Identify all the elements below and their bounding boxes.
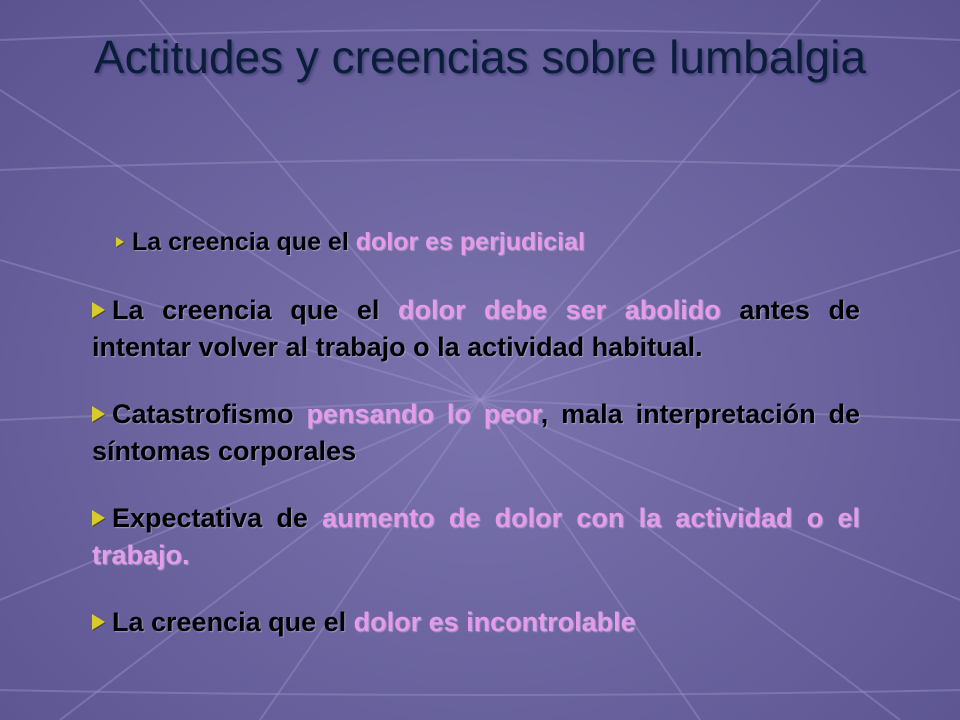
bullet-item: La creencia que el dolor es incontrolable <box>92 604 860 641</box>
bullet-item: La creencia que el dolor debe ser abolido antes de intentar volver al trabajo o la actividad habitual. <box>92 295 860 362</box>
arrow-bullet-icon <box>92 614 105 630</box>
bullet-item: La creencia que el dolor es perjudicial <box>92 224 860 261</box>
arrow-bullet-icon <box>116 237 124 247</box>
slide-title: Actitudes y creencias sobre lumbalgia <box>93 31 867 83</box>
arrow-bullet-icon <box>92 406 105 422</box>
arrow-bullet-icon <box>92 510 105 526</box>
arrow-bullet-icon <box>92 302 105 318</box>
bullet-item: Catastrofismo pensando lo peor, mala interpretación de síntomas corporales <box>92 399 861 466</box>
bullet-list <box>92 224 860 641</box>
bullet-item: Expectativa de aumento de dolor con la actividad o el trabajo. <box>92 503 860 570</box>
